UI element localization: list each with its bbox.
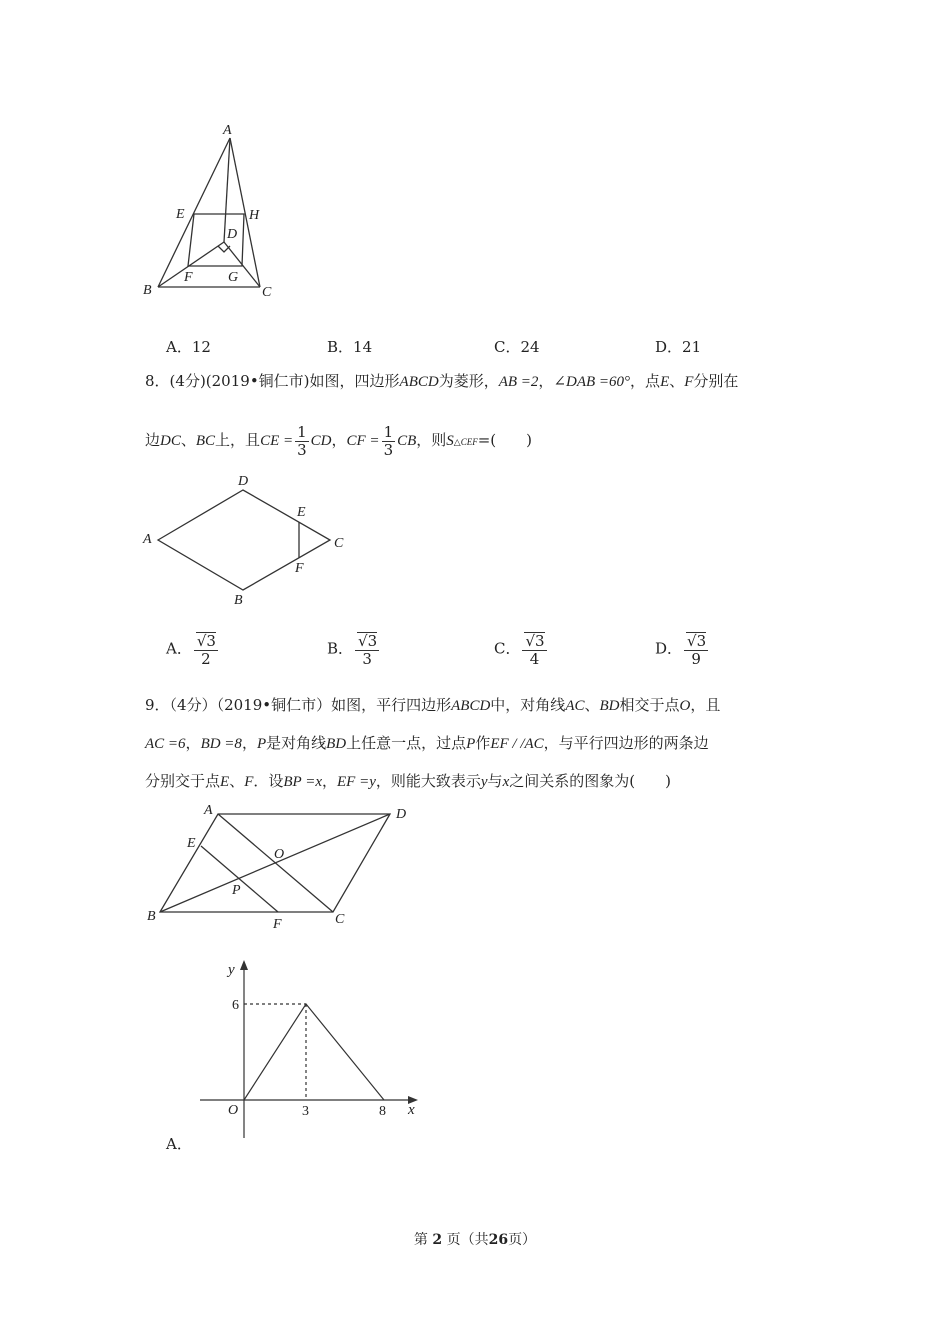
q8-option-b: B． $\frac{√3}{3}$: [327, 632, 378, 668]
label-b: B: [143, 283, 152, 298]
label-d: D: [238, 474, 249, 489]
q9-line-2: AC =6，BD =8，P是对角线BD上任意一点，过点P作EF / /AC，与平行四边形的两条边: [145, 734, 709, 752]
label-e: E: [176, 207, 185, 222]
label-g: G: [228, 270, 239, 285]
graph-line: [244, 1004, 384, 1100]
label-p: P: [232, 883, 241, 898]
q8-line-2: 边DC、BC上，且CE = $\frac{1}{3}$ CD，CF = $\frac{1}{3}$ CB，则S△CEF=( ): [145, 423, 532, 459]
x-tick-8: 8: [379, 1104, 386, 1119]
y-axis-label: y: [228, 962, 235, 978]
graph-option-a: [195, 955, 425, 1140]
fraction-one-third: $\frac{1}{3}$: [297, 423, 307, 459]
page-number: 2: [432, 1232, 443, 1248]
right-angle-mark: [218, 246, 230, 252]
page-footer: 第 2 页（共26页）: [413, 1232, 537, 1248]
label-f: F: [184, 270, 193, 285]
label-a: A: [223, 123, 232, 138]
label-c: C: [335, 912, 345, 927]
label-a: A: [204, 803, 213, 818]
label-d: D: [227, 227, 238, 242]
label-h: H: [249, 208, 260, 223]
label-o: O: [274, 847, 285, 862]
label-f: F: [295, 561, 304, 576]
q7-option-b: B．14: [327, 338, 373, 356]
y-axis-arrow: [240, 960, 248, 970]
label-e: E: [297, 505, 306, 520]
q9-line-3: 分别交于点E、F．设BP =x，EF =y，则能大致表示y与x之间关系的图象为( ): [145, 772, 671, 790]
fraction-sqrt3-over-2: $\frac{√3}{2}$: [194, 632, 218, 667]
x-axis-label: x: [408, 1102, 415, 1118]
fraction-sqrt3-over-4: $\frac{√3}{4}$: [522, 632, 546, 667]
x-tick-3: 3: [302, 1104, 309, 1119]
fraction-sqrt3-over-9: $\frac{√3}{9}$: [684, 632, 708, 667]
q8-option-c: C． $\frac{√3}{4}$: [494, 632, 545, 668]
label-e: E: [187, 836, 196, 851]
diagonal-bd: [160, 814, 390, 912]
total-pages: 26: [488, 1232, 509, 1248]
figure-q8: [135, 465, 360, 615]
origin-label: O: [228, 1103, 239, 1118]
edge-ab: [158, 138, 230, 287]
fraction-sqrt3-over-3: $\frac{√3}{3}$: [355, 632, 379, 667]
q9-line-1: 9．（4分）（2019•铜仁市）如图，平行四边形ABCD中，对角线AC、BD相交于点O，且: [145, 696, 721, 714]
fraction-one-third-2: $\frac{1}{3}$: [383, 423, 394, 459]
y-tick-6: 6: [232, 998, 239, 1013]
figure-q9: [140, 800, 420, 935]
label-c: C: [334, 536, 344, 551]
label-d: D: [396, 807, 407, 822]
q8-line-1: 8．(4分)(2019•铜仁市)如图，四边形ABCD为菱形，AB =2，∠DAB =60°，点E、F分别在: [145, 372, 739, 390]
q9-option-a: A．: [166, 1135, 192, 1153]
label-b: B: [234, 593, 243, 608]
q7-option-d: D．21: [655, 338, 702, 356]
label-b: B: [147, 909, 156, 924]
q7-option-c: C．24: [494, 338, 540, 356]
q7-option-a: A．12: [166, 338, 211, 356]
q8-option-a: A． $\frac{√3}{2}$: [166, 632, 216, 668]
label-c: C: [262, 285, 272, 300]
q8-option-d: D． $\frac{√3}{9}$: [655, 632, 707, 668]
figure-q7: [130, 115, 290, 305]
label-f: F: [273, 917, 282, 932]
label-a: A: [143, 532, 152, 547]
